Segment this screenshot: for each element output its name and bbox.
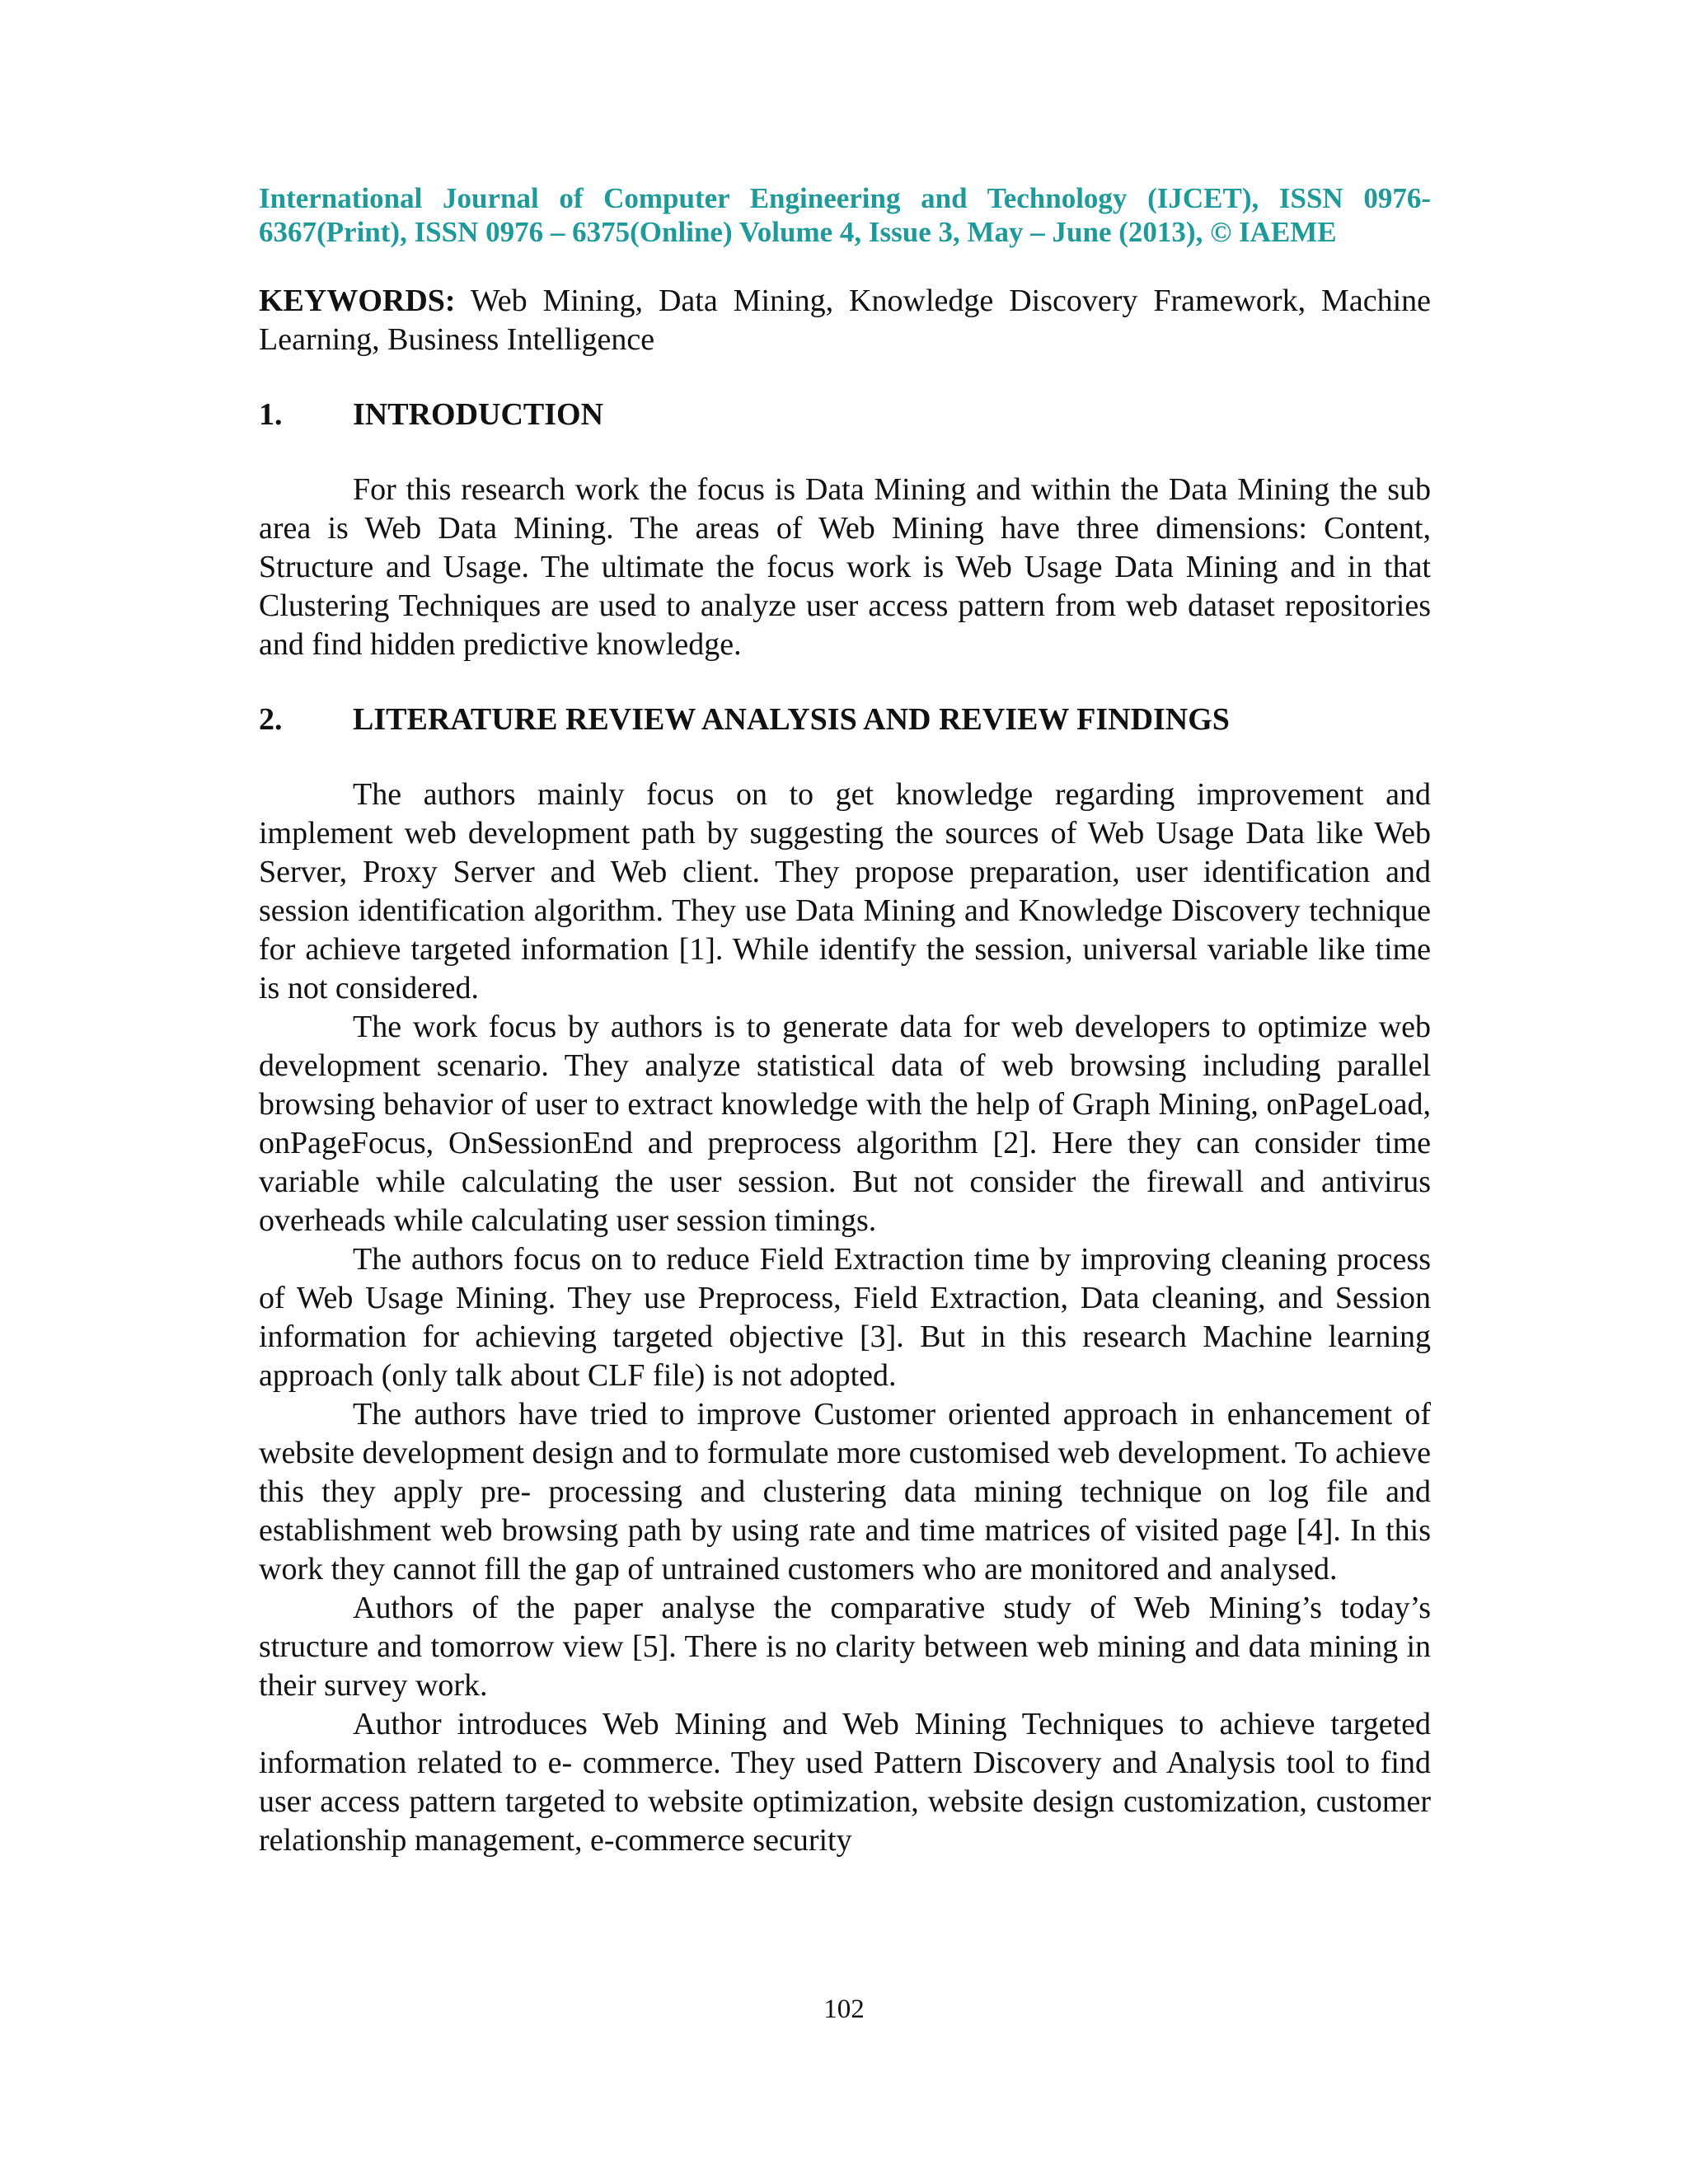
page-number: 102: [823, 1994, 865, 2024]
review-paragraph-6: Author introduces Web Mining and Web Mining Techniques to achieve targeted information related to e- commerce. They used Pattern Discovery and Analysis tool to find user access pattern targeted to website optimization, website design customization, customer relationship management, e-commerce security: [259, 1707, 1431, 1858]
section-heading-introduction: [259, 396, 1431, 434]
keywords-paragraph: [259, 282, 1431, 359]
keywords-label: KEYWORDS:: [259, 284, 456, 318]
review-paragraph-4: The authors have tried to improve Customer oriented approach in enhancement of website development design and to formulate more customised web development. To achieve this they apply pre- processing and clustering data mining technique on log file and establishment web browsing path by using rate and time matrices of visited page [4]. In this work they cannot fill the gap of untrained customers who are monitored and analysed.: [259, 1397, 1431, 1586]
introduction-paragraph: For this research work the focus is Data Mining and within the Data Mining the sub area is Web Data Mining. The areas of Web Mining have three dimensions: Content, Structure and Usage. The ultimate the focus work is Web Usage Data Mining and in that Clustering Techniques are used to analyze user access pattern from web dataset repositories and find hidden predictive knowledge.: [259, 472, 1431, 662]
section-number: 2.: [259, 702, 283, 737]
review-paragraph-2: The work focus by authors is to generate data for web developers to optimize web development scenario. They analyze statistical data of web browsing including parallel browsing behavior of user to extract knowledge with the help of Graph Mining, onPageLoad, onPageFocus, OnSessionEnd and preprocess algorithm [2]. Here they can consider time variable while calculating the user session. But not consider the firewall and antivirus overheads while calculating user session timings.: [259, 1010, 1431, 1238]
section-title: LITERATURE REVIEW ANALYSIS AND REVIEW FINDINGS: [353, 702, 1230, 737]
page-content: [259, 181, 1431, 1860]
section-heading-literature-review: [259, 701, 1431, 739]
review-paragraph-3: The authors focus on to reduce Field Extraction time by improving cleaning process of Web Usage Mining. They use Preprocess, Field Extraction, Data cleaning, and Session information for achieving targeted objective [3]. But in this research Machine learning approach (only talk about CLF file) is not adopted.: [259, 1242, 1431, 1393]
section-title: INTRODUCTION: [353, 397, 604, 432]
journal-header: International Journal of Computer Engineering and Technology (IJCET), ISSN 0976-6367(Print), ISSN 0976 – 6375(Online) Volume 4, Issue 3, May – June (2013), © IAEME: [259, 182, 1431, 248]
review-paragraph-5: Authors of the paper analyse the comparative study of Web Mining’s today’s structure and tomorrow view [5]. There is no clarity between web mining and data mining in their survey work.: [259, 1591, 1431, 1703]
section-number: 1.: [259, 397, 283, 432]
review-paragraph-1: The authors mainly focus on to get knowledge regarding improvement and implement web development path by suggesting the sources of Web Usage Data like Web Server, Proxy Server and Web client. They propose preparation, user identification and session identification algorithm. They use Data Mining and Knowledge Discovery technique for achieve targeted information [1]. While identify the session, universal variable like time is not considered.: [259, 777, 1431, 1005]
keywords-text: Web Mining, Data Mining, Knowledge Discovery Framework, Machine Learning, Business Intelligence: [259, 284, 1431, 357]
